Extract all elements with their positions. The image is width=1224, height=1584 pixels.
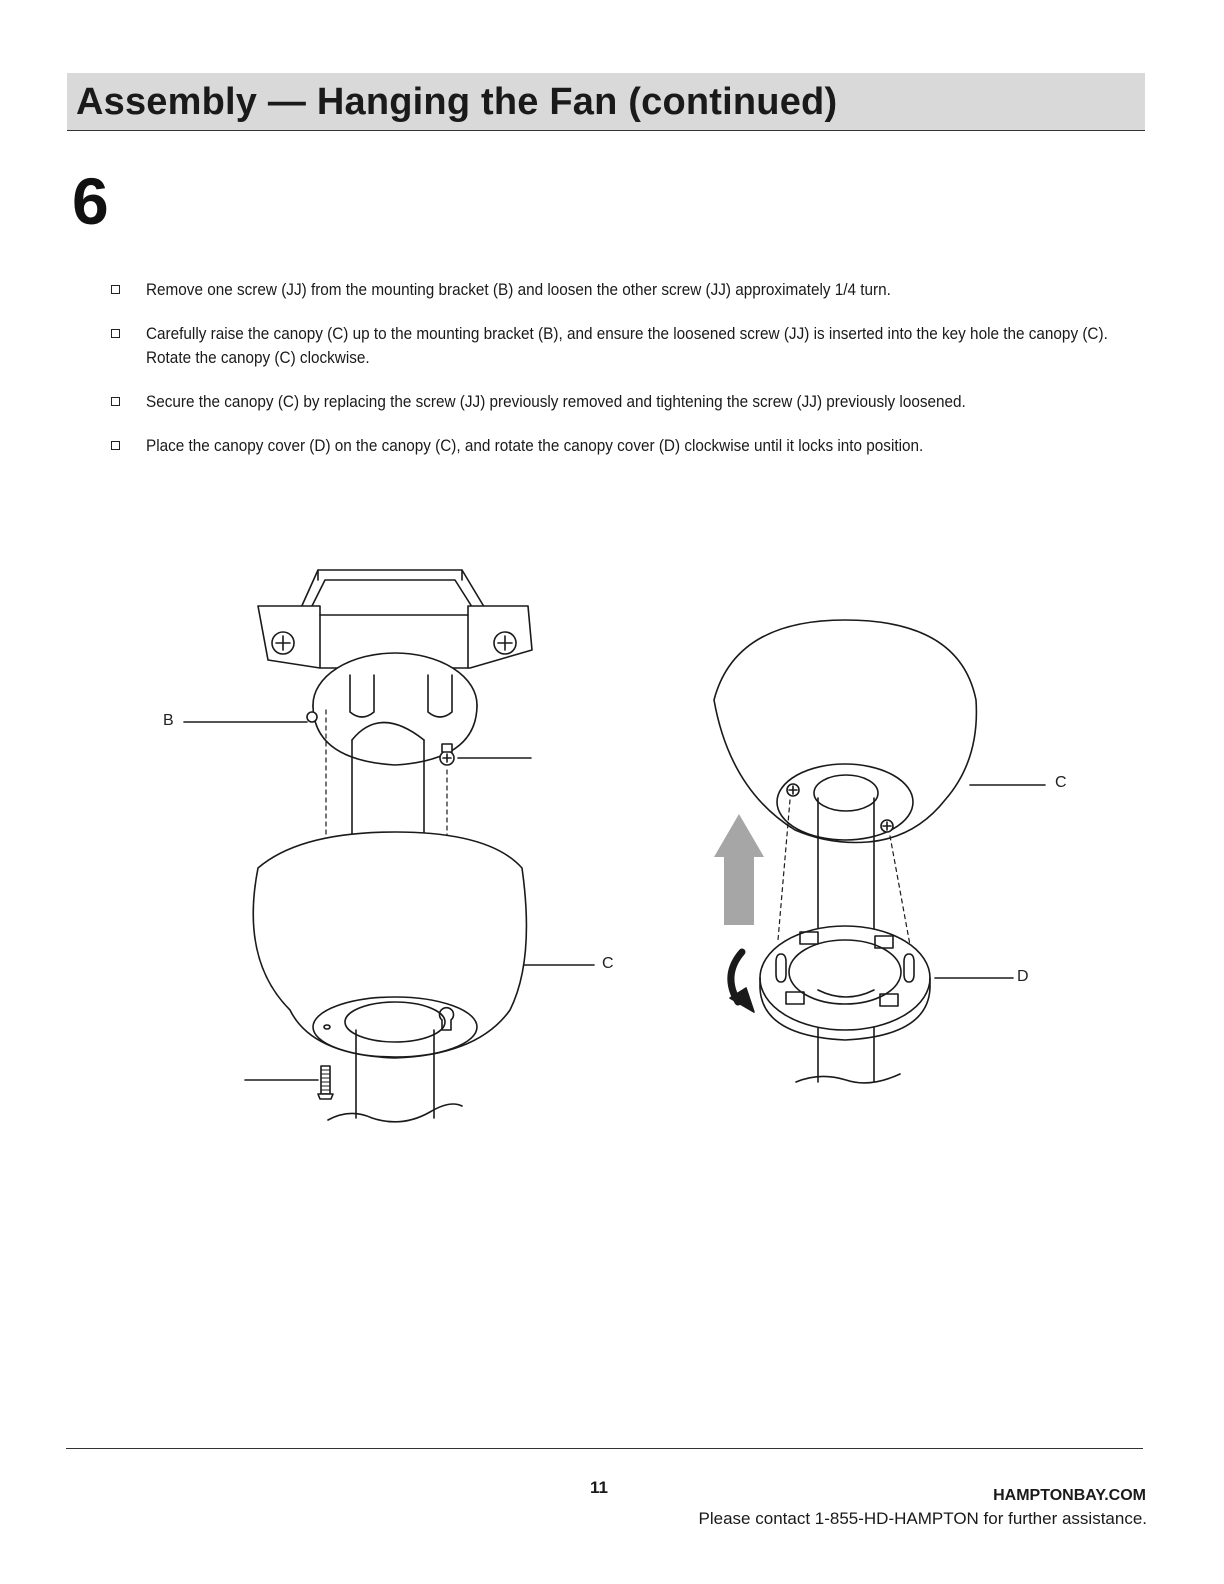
instruction-text: Remove one screw (JJ) from the mounting bracket (B) and loosen the other screw (JJ) approximately 1/4 turn. xyxy=(146,280,891,299)
canopy-raised-drawing xyxy=(714,620,976,1083)
instruction-item xyxy=(107,322,1117,370)
instruction-text: Place the canopy cover (D) on the canopy (C), and rotate the canopy cover (D) clockwise until it locks into position. xyxy=(146,436,924,455)
instruction-text: Carefully raise the canopy (C) up to the mounting bracket (B), and ensure the loosened screw (JJ) is inserted into the key hole the canopy (C). Rotate the canopy (C) clockwise. xyxy=(146,324,1108,367)
checkbox-bullet-icon xyxy=(111,441,120,450)
label-b: B xyxy=(163,712,174,729)
canopy-drawing xyxy=(253,832,526,1122)
checkbox-bullet-icon xyxy=(111,285,120,294)
section-header xyxy=(67,73,1145,131)
instruction-item xyxy=(107,434,1117,458)
contact-info: Please contact 1-855-HD-HAMPTON for further assistance. xyxy=(698,1509,1147,1528)
label-c-right: C xyxy=(1055,774,1067,791)
checkbox-bullet-icon xyxy=(111,397,120,406)
instruction-list xyxy=(107,278,1117,478)
up-arrow-icon xyxy=(714,814,764,925)
website-link[interactable]: HAMPTONBAY.COM xyxy=(993,1487,1146,1504)
instruction-item xyxy=(107,390,1117,414)
rotate-clockwise-icon xyxy=(730,952,754,1012)
page-number: 11 xyxy=(590,1478,608,1497)
instruction-text: Secure the canopy (C) by replacing the screw (JJ) previously removed and tightening the screw (JJ) previously loosened. xyxy=(146,392,966,411)
downrod-ball-drawing xyxy=(307,653,477,838)
page-title: Assembly — Hanging the Fan (continued) xyxy=(76,81,838,123)
step-number: 6 xyxy=(72,164,109,238)
label-d: D xyxy=(1017,968,1029,985)
checkbox-bullet-icon xyxy=(111,329,120,338)
instruction-item xyxy=(107,278,1117,302)
label-c-left: C xyxy=(602,955,614,972)
screw-jj-drawing xyxy=(318,1066,333,1099)
mounting-bracket-drawing xyxy=(258,570,532,668)
canopy-cover-drawing xyxy=(760,926,930,1040)
footer-divider xyxy=(66,1448,1143,1449)
